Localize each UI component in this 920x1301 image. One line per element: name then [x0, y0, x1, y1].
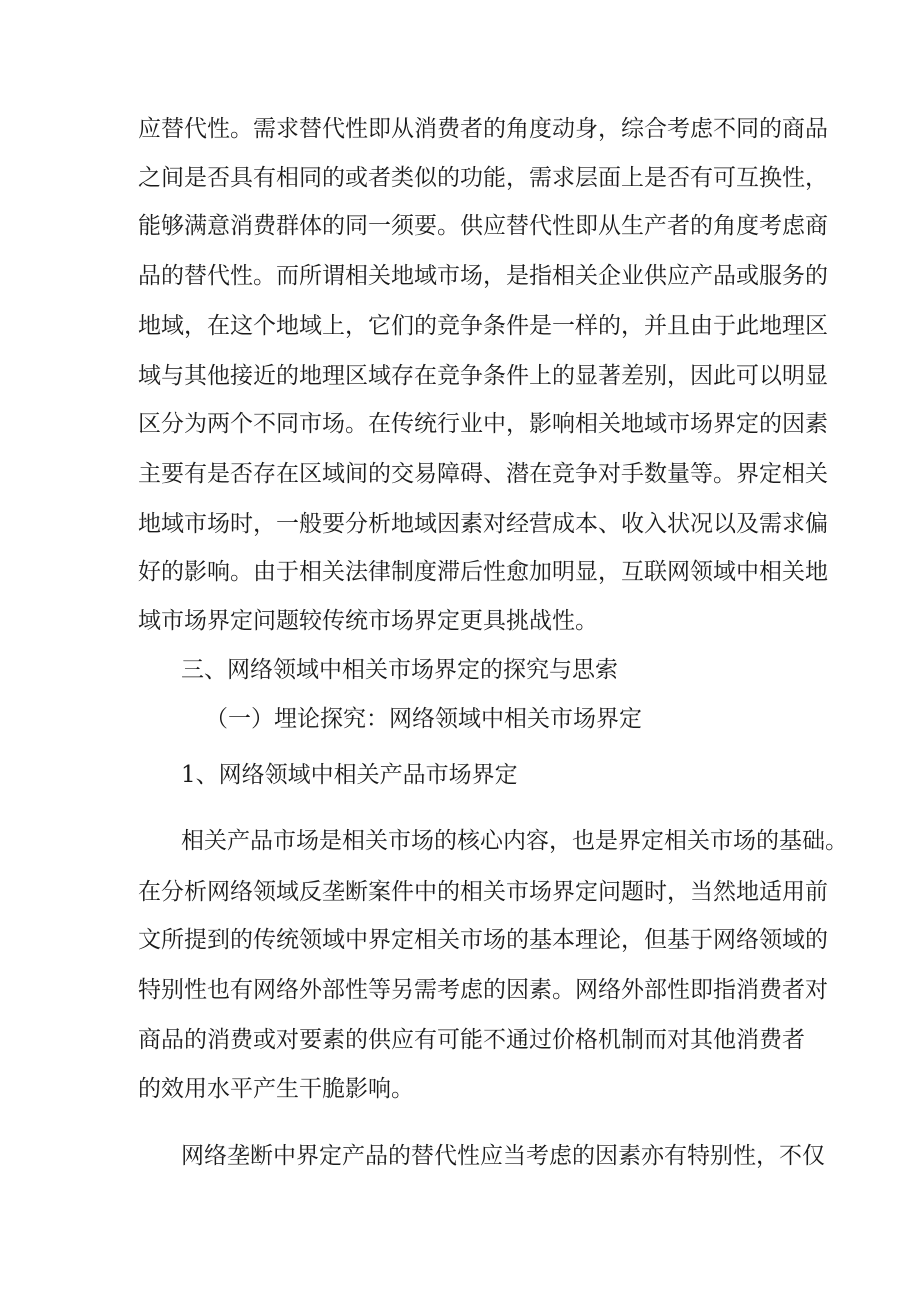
subsection-heading: （一）埋论探究：网络领域中相关市场界定 — [205, 706, 642, 732]
paragraph-2-line-4: 特别性也有网络外部性等另需考虑的因素。网络外部性即指消费者对 — [138, 977, 828, 1003]
paragraph-1-line-10: 好的影响。由于相关法律制度滞后性愈加明显，互联网领域中相关地 — [138, 559, 828, 585]
paragraph-1-line-6: 域与其他接近的地理区域存在竞争条件上的显著差别，因此可以明显 — [138, 363, 828, 389]
item-heading: 1、网络领域中相关产品市场界定 — [181, 762, 518, 788]
paragraph-2-line-5: 商品的消费或对要素的供应有可能不通过价格机制而对其他消费者 — [138, 1027, 805, 1053]
paragraph-2-line-1: 相关产品市场是相关市场的核心内容，也是界定相关市场的基础。 — [181, 828, 848, 854]
paragraph-3-line-1: 网络垄断中界定产品的替代性应当考虑的因素亦有特别性，不仅 — [181, 1143, 825, 1169]
paragraph-1-line-11: 域市场界定问题较传统市场界定更具挑战性。 — [138, 608, 598, 634]
paragraph-2-line-6: 的效用水平产生干脆影响。 — [138, 1076, 414, 1102]
paragraph-1-line-7: 区分为两个不同市场。在传统行业中，影响相关地域市场界定的因素 — [138, 411, 828, 437]
section-heading: 三、网络领域中相关市场界定的探究与思索 — [181, 657, 618, 683]
paragraph-1-line-2: 之间是否具有相同的或者类似的功能，需求层面上是否有可互换性， — [138, 165, 828, 191]
paragraph-1-line-8: 主要有是否存在区域间的交易障碍、潜在竞争对手数量等。界定相关 — [138, 461, 828, 487]
paragraph-1-line-5: 地域，在这个地域上，它们的竞争条件是一样的，并且由于此地理区 — [138, 313, 828, 339]
paragraph-2-line-3: 文所提到的传统领域中界定相关市场的基本理论，但基于网络领域的 — [138, 927, 828, 953]
paragraph-2-line-2: 在分析网络领域反垄断案件中的相关市场界定问题时，当然地适用前 — [138, 879, 828, 905]
paragraph-1-line-9: 地域市场时，一般要分析地域因素对经营成本、收入状况以及需求偏 — [138, 511, 828, 537]
paragraph-1-line-3: 能够满意消费群体的同一须要。供应替代性即从生产者的角度考虑商 — [138, 213, 828, 239]
paragraph-1-line-1: 应替代性。需求替代性即从消费者的角度动身，综合考虑不同的商品 — [138, 116, 828, 142]
paragraph-1-line-4: 品的替代性。而所谓相关地域市场，是指相关企业供应产品或服务的 — [138, 263, 828, 289]
